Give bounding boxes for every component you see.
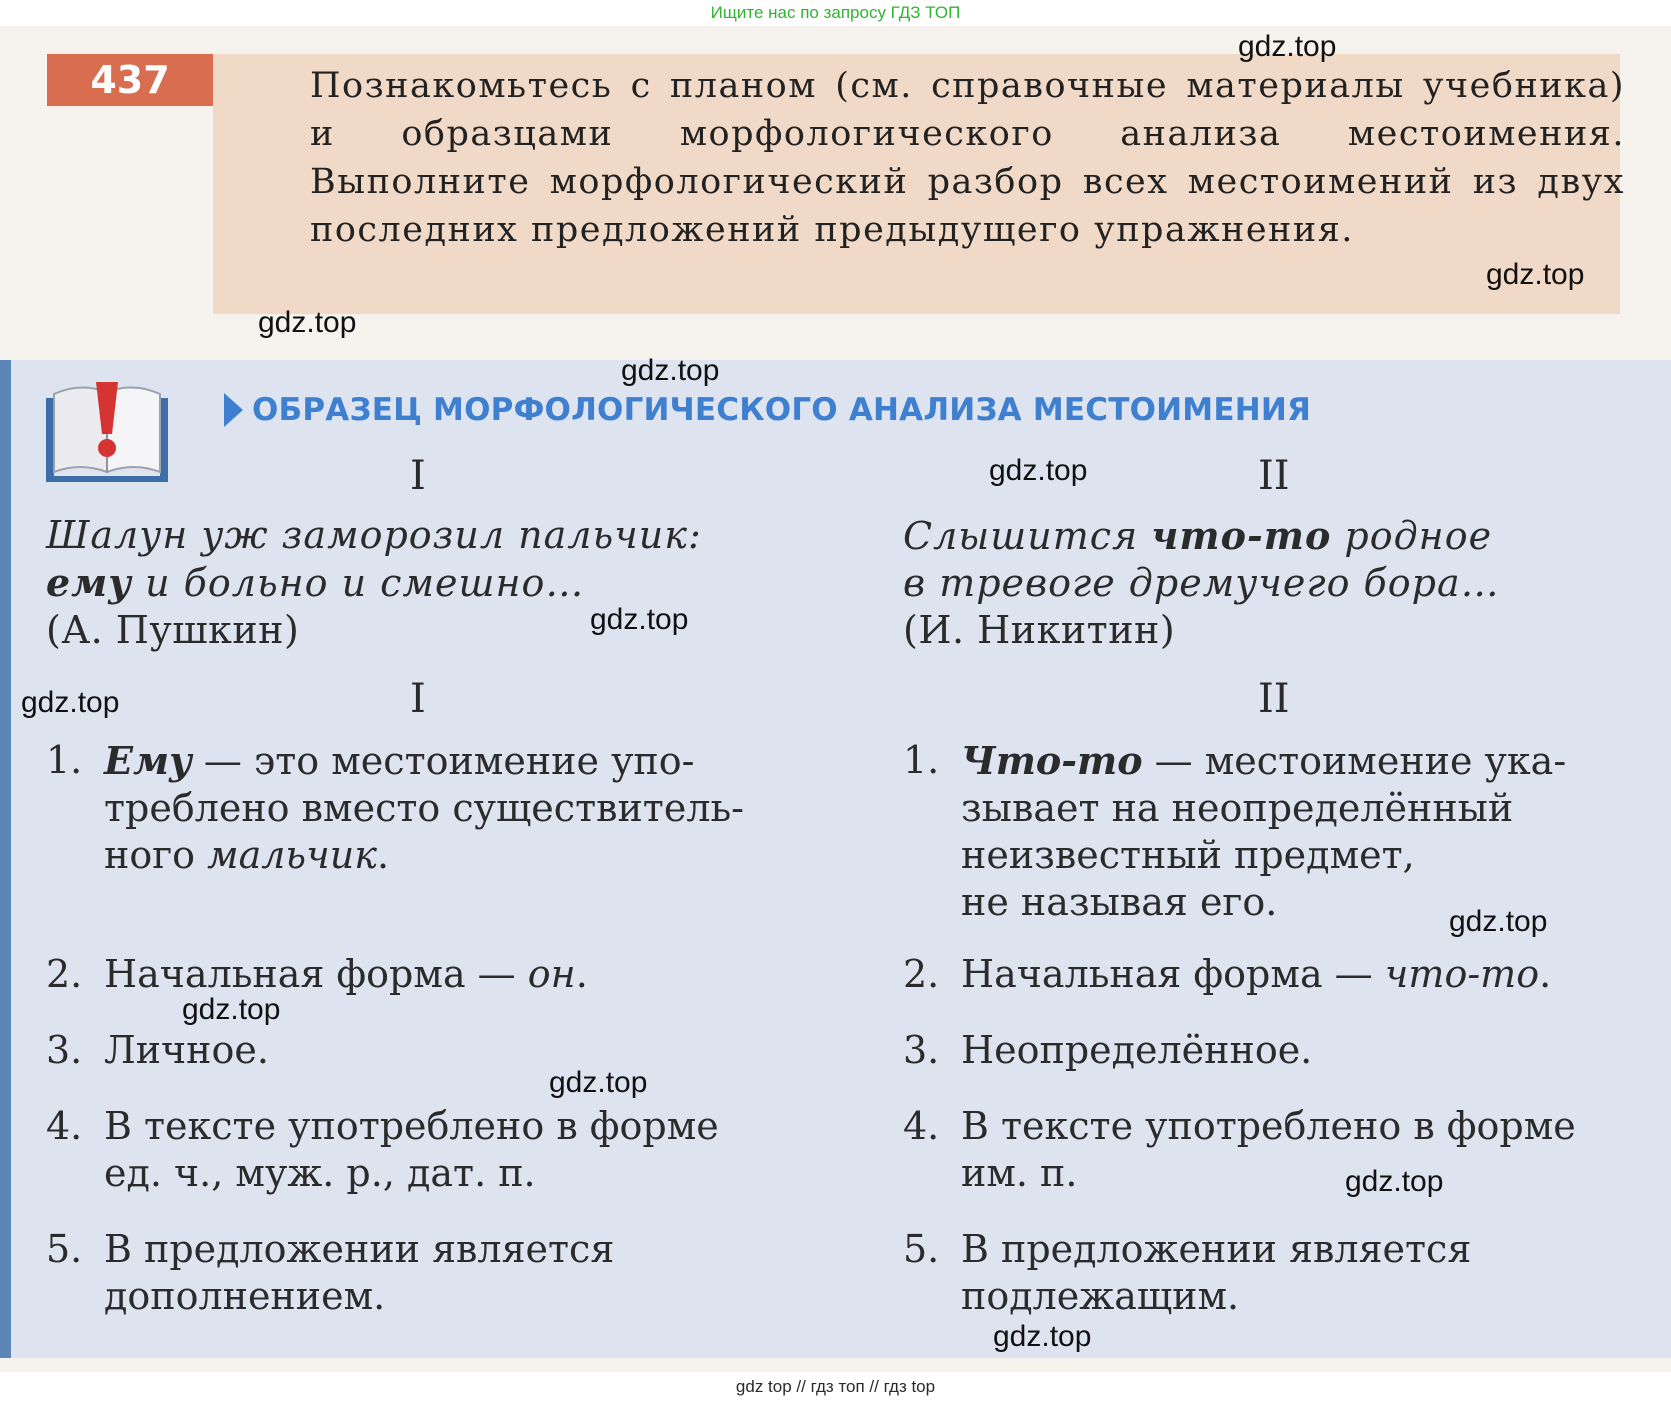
sample-panel-bar	[0, 360, 11, 1358]
col1-item-2	[46, 951, 588, 998]
item-line: дополнением.	[104, 1274, 386, 1318]
item-text: Начальная форма —	[961, 952, 1385, 996]
item-number: 2.	[46, 952, 83, 996]
watermark: gdz.top	[258, 306, 357, 339]
col1-item-5	[46, 1226, 614, 1320]
col2-item-1	[903, 737, 1566, 926]
item-line: В предложении является	[961, 1227, 1472, 1271]
item-line: Личное.	[104, 1028, 269, 1072]
item-line: им. п.	[961, 1151, 1078, 1195]
item-italic: он	[527, 952, 576, 996]
item-text: Начальная форма —	[104, 952, 528, 996]
watermark: gdz.top	[1486, 258, 1585, 291]
book-exclamation-icon	[44, 380, 170, 486]
watermark: gdz.top	[989, 454, 1088, 487]
item-line: В тексте употреблено в форме	[961, 1104, 1576, 1148]
task-text: Познакомьтесь с планом (см. справочные материалы учебника) и образцами морфологического анализа местоимения. Выполните морфологический разбор всех местоимений из двух последних предложений предыдущего упражнения.	[310, 66, 1625, 250]
item-line: неизвестный предмет,	[961, 833, 1415, 877]
top-banner: Ищите нас по запросу ГДЗ ТОП	[0, 0, 1671, 26]
col2-item-3	[903, 1027, 1312, 1074]
col2-item-2	[903, 951, 1551, 998]
item-line	[961, 951, 1551, 998]
col2-item-5	[903, 1226, 1471, 1320]
item-line: не называя его.	[961, 880, 1278, 924]
watermark: gdz.top	[1238, 30, 1337, 63]
item-number: 4.	[46, 1104, 83, 1148]
section-arrow-icon	[224, 393, 243, 427]
col2-quote	[903, 512, 1500, 654]
col1-item-4	[46, 1103, 719, 1197]
col2-item-4	[903, 1103, 1576, 1197]
item-line	[104, 832, 744, 879]
item-line: В тексте употреблено в форме	[104, 1104, 719, 1148]
item-number: 3.	[46, 1028, 83, 1072]
watermark: gdz.top	[21, 686, 120, 719]
col1-item-1	[46, 737, 744, 879]
col2-analysis-numeral: II	[1258, 676, 1290, 722]
col2-quote-line1	[903, 512, 1500, 560]
item-number: 2.	[903, 952, 940, 996]
item-word: Что-то	[961, 738, 1143, 783]
col1-quote-line2-rest: и больно и смешно…	[132, 561, 585, 605]
watermark: gdz.top	[1345, 1165, 1444, 1198]
col2-numeral: II	[1258, 453, 1290, 499]
item-number: 3.	[903, 1028, 940, 1072]
item-end: .	[575, 952, 588, 996]
item-end: .	[1539, 952, 1552, 996]
item-line: Неопределённое.	[961, 1028, 1313, 1072]
watermark: gdz.top	[549, 1066, 648, 1099]
watermark: gdz.top	[1449, 905, 1548, 938]
watermark: gdz.top	[621, 354, 720, 387]
watermark: gdz.top	[993, 1320, 1092, 1353]
item-line: В предложении является	[104, 1227, 615, 1271]
col1-quote-pronoun: ему	[46, 560, 133, 605]
col1-item-3	[46, 1027, 269, 1074]
item-number: 5.	[903, 1227, 940, 1271]
item-number: 1.	[903, 738, 940, 782]
col2-author: (И. Никитин)	[903, 608, 1176, 652]
col1-author: (А. Пушкин)	[46, 608, 300, 652]
item-line	[104, 737, 744, 785]
item-end: .	[376, 833, 390, 877]
item-word: Ему	[104, 738, 192, 783]
item-italic: что-то	[1384, 952, 1540, 996]
item-text: — местоимение ука-	[1142, 739, 1567, 783]
item-line: подлежащим.	[961, 1274, 1240, 1318]
item-line	[961, 737, 1566, 785]
col1-numeral: I	[410, 453, 426, 499]
col2-quote-line1-start: Слышится	[903, 514, 1152, 558]
item-italic: мальчик	[207, 833, 377, 877]
item-number: 5.	[46, 1227, 83, 1271]
watermark: gdz.top	[590, 603, 689, 636]
item-line: зывает на неопределённый	[961, 786, 1514, 830]
col2-quote-line1-end: родное	[1331, 514, 1493, 558]
item-number: 1.	[46, 738, 83, 782]
item-line: ед. ч., муж. р., дат. п.	[104, 1151, 536, 1195]
col1-analysis-numeral: I	[410, 676, 426, 722]
item-number: 4.	[903, 1104, 940, 1148]
exercise-number: 437	[47, 54, 213, 106]
col2-quote-line2: в тревоге дремучего бора…	[903, 561, 1500, 605]
watermark: gdz.top	[182, 993, 281, 1026]
item-text: — это местоимение упо-	[191, 739, 695, 783]
bottom-banner: gdz top // гдз топ // гдз top	[0, 1372, 1671, 1402]
section-title: ОБРАЗЕЦ МОРФОЛОГИЧЕСКОГО АНАЛИЗА МЕСТОИМЕНИЯ	[252, 392, 1312, 428]
item-line	[104, 951, 588, 998]
col1-quote-line2	[46, 559, 702, 607]
item-line: треблено вместо существитель-	[104, 786, 744, 830]
col2-quote-pronoun: что-то	[1151, 513, 1332, 558]
col1-quote-line1: Шалун уж заморозил пальчик:	[46, 513, 702, 557]
item-text: ного	[104, 833, 208, 877]
